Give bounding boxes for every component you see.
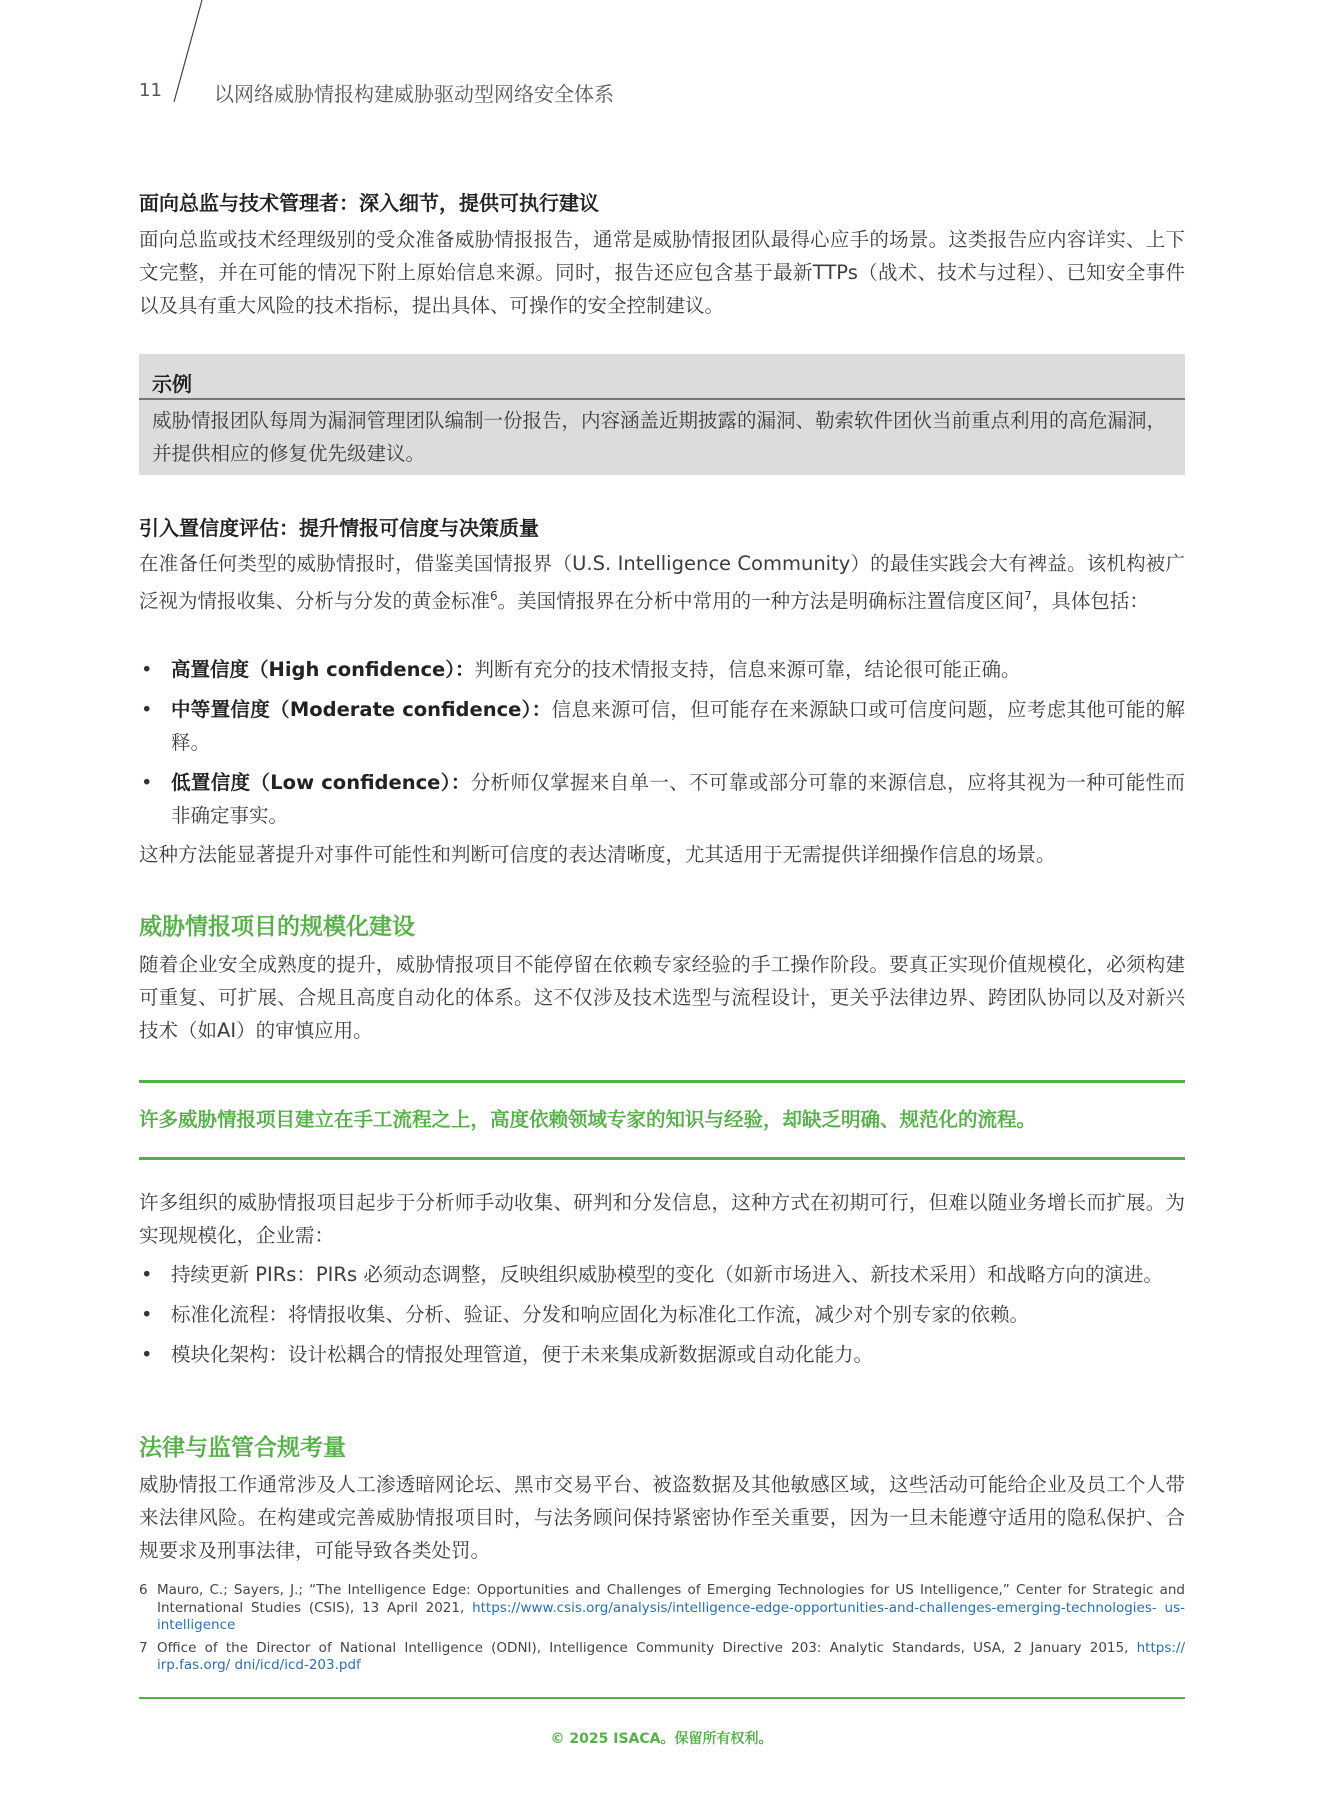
footnotes: [139, 1582, 1185, 1680]
bullet-text: 持续更新 PIRs：PIRs 必须动态调整，反映组织威胁模型的变化（如新市场进入、新技术采用）和战略方向的演进。: [171, 1263, 1163, 1286]
section-heading-confidence: 引入置信度评估：提升情报可信度与决策质量: [139, 516, 539, 540]
example-text: 威胁情报团队每周为漏洞管理团队编制一份报告，内容涵盖近期披露的漏洞、勒索软件团伙当前重点利用的高危漏洞，并提供相应的修复优先级建议。: [152, 409, 1167, 465]
footnote-text: Mauro, C.; Sayers, J.; “The Intelligence Edge: Opportunities and Challenges of Emerging Technologies for US Intelligence,” Center for Strategic and International Studies (CSIS), 13 April 2021,: [157, 1582, 1185, 1616]
section-heading-scaling: 威胁情报项目的规模化建设: [139, 914, 415, 940]
page-number: 11: [139, 80, 162, 101]
bullet-icon: •: [141, 698, 153, 721]
section-heading-legal: 法律与监管合规考量: [139, 1435, 346, 1461]
list-item: [139, 1258, 1185, 1291]
footnote-number: 6: [139, 1582, 148, 1598]
list-item: [139, 1298, 1185, 1331]
section-heading-directors: 面向总监与技术管理者：深入细节，提供可执行建议: [139, 191, 599, 215]
bullet-term: 高置信度（High confidence）：: [171, 658, 475, 681]
bullet-text: 模块化架构：设计松耦合的情报处理管道，便于未来集成新数据源或自动化能力。: [171, 1343, 874, 1366]
bullet-text: 判断有充分的技术情报支持，信息来源可靠，结论很可能正确。: [474, 658, 1021, 681]
footnote-6: [139, 1582, 1185, 1635]
list-item: [139, 693, 1185, 759]
footnote-link[interactable]: https:// irp.fas.org/ dni/icd/icd-203.pdf: [157, 1639, 1185, 1673]
scaling-requirements-list: [139, 1258, 1185, 1378]
bullet-text: 信息来源可信，但可能存在来源缺口或可信度问题，应考虑其他可能的解释。: [171, 698, 1185, 754]
footnote-7: [139, 1640, 1185, 1675]
intro-text-c: ，具体包括：: [1031, 589, 1149, 613]
pull-quote: 许多威胁情报项目建立在手工流程之上，高度依赖领域专家的知识与经验，却缺乏明确、规范化的流程。: [139, 1108, 1037, 1131]
bullet-text: 分析师仅掌握来自单一、不可靠或部分可靠的来源信息，应将其视为一种可能性而非确定事实。: [171, 771, 1185, 827]
bullet-icon: •: [141, 1263, 153, 1286]
pull-quote-bottom-rule: [139, 1157, 1185, 1160]
list-item: [139, 653, 1185, 686]
paragraph-scaling-2: 许多组织的威胁情报项目起步于分析师手动收集、研判和分发信息，这种方式在初期可行，但难以随业务增长而扩展。为实现规模化，企业需：: [139, 1191, 1185, 1247]
footnote-link[interactable]: https://www.csis.org/analysis/intelligence-edge-opportunities-and-challenges-emerging-technologies- us-intelligence: [157, 1599, 1185, 1633]
paragraph-scaling: 随着企业安全成熟度的提升，威胁情报项目不能停留在依赖专家经验的手工操作阶段。要真正实现价值规模化，必须构建可重复、可扩展、合规且高度自动化的体系。这不仅涉及技术选型与流程设计，更关乎法律边界、跨团队协同以及对新兴技术（如AI）的审慎应用。: [139, 953, 1185, 1042]
footnote-text: Office of the Director of National Intelligence (ODNI), Intelligence Community Directive 203: Analytic Standards, USA, 2 January 2015,: [157, 1639, 1137, 1656]
bullet-term: 中等置信度（Moderate confidence）：: [171, 698, 552, 721]
confidence-level-list: [139, 653, 1185, 839]
footnote-ref-6[interactable]: 6: [490, 589, 498, 603]
list-item: [139, 766, 1185, 832]
bullet-text: 标准化流程：将情报收集、分析、验证、分发和响应固化为标准化工作流，减少对个别专家的依赖。: [171, 1303, 1030, 1326]
footer-rule: [139, 1697, 1185, 1699]
intro-text-b: 。美国情报界在分析中常用的一种方法是明确标注置信度区间: [497, 589, 1025, 613]
paragraph-directors: 面向总监或技术经理级别的受众准备威胁情报报告，通常是威胁情报团队最得心应手的场景。这类报告应内容详实、上下文完整，并在可能的情况下附上原始信息来源。同时，报告还应包含基于最新TTPs（战术、技术与过程）、已知安全事件以及具有重大风险的技术指标，提出具体、可操作的安全控制建议。: [139, 228, 1185, 317]
example-divider: [139, 398, 1185, 400]
example-title: 示例: [152, 372, 192, 396]
intro-text-a: 在准备任何类型的威胁情报时，借鉴美国情报界（U.S. Intelligence Community）的最佳实践会大有裨益。该机构被广泛视为情报收集、分析与分发的黄金标准: [139, 552, 1185, 613]
copyright: © 2025 ISACA。保留所有权利。: [550, 1731, 773, 1747]
pull-quote-top-rule: [139, 1080, 1185, 1083]
list-item: [139, 1338, 1185, 1371]
footnote-number: 7: [139, 1639, 148, 1656]
bullet-icon: •: [141, 658, 153, 681]
paragraph-legal: 威胁情报工作通常涉及人工渗透暗网论坛、黑市交易平台、被盗数据及其他敏感区域，这些活动可能给企业及员工个人带来法律风险。在构建或完善威胁情报项目时，与法务顾问保持紧密协作至关重要，因为一旦未能遵守适用的隐私保护、合规要求及刑事法律，可能导致各类处罚。: [139, 1473, 1185, 1562]
header-slash-divider: [170, 0, 204, 104]
running-title: 以网络威胁情报构建威胁驱动型网络安全体系: [214, 82, 614, 106]
footnote-ref-7[interactable]: 7: [1024, 589, 1032, 603]
bullet-icon: •: [141, 1343, 153, 1366]
bullet-term: 低置信度（Low confidence）：: [171, 771, 471, 794]
paragraph-confidence-closing: 这种方法能显著提升对事件可能性和判断可信度的表达清晰度，尤其适用于无需提供详细操作信息的场景。: [139, 843, 1056, 866]
bullet-icon: •: [141, 771, 153, 794]
bullet-icon: •: [141, 1303, 153, 1326]
paragraph-confidence-intro: [139, 547, 1185, 618]
